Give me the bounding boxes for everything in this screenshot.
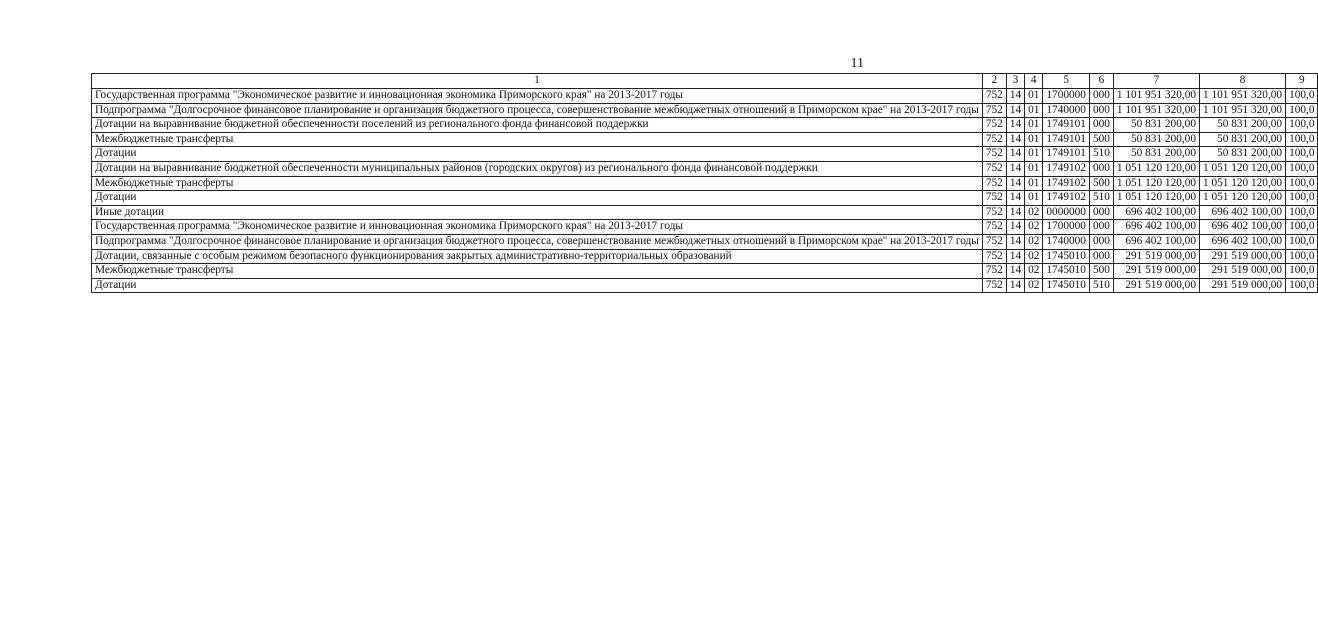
code-3: 14 xyxy=(1006,249,1024,264)
percent-9: 100,0 xyxy=(1286,234,1318,249)
table-row xyxy=(92,249,1318,264)
percent-9: 100,0 xyxy=(1286,191,1318,206)
amount-8: 50 831 200,00 xyxy=(1199,118,1285,133)
table-row xyxy=(92,147,1318,162)
table-row xyxy=(92,118,1318,133)
code-6: 000 xyxy=(1089,89,1113,104)
code-2: 752 xyxy=(982,118,1006,133)
row-name: Дотации на выравнивание бюджетной обеспеченности поселений из регионального фонда финансовой поддержки xyxy=(92,118,983,133)
page-number: 11 xyxy=(850,56,864,71)
code-4: 01 xyxy=(1025,103,1043,118)
code-6: 000 xyxy=(1089,161,1113,176)
percent-9: 100,0 xyxy=(1286,161,1318,176)
row-name: Подпрограмма "Долгосрочное финансовое планирование и организация бюджетного процесса, совершенствование межбюджетных отношений в Приморском крае" на 2013-2017 годы xyxy=(92,103,983,118)
code-2: 752 xyxy=(982,278,1006,293)
table-row xyxy=(92,103,1318,118)
row-name: Иные дотации xyxy=(92,205,983,220)
code-5: 1749101 xyxy=(1043,118,1090,133)
amount-8: 1 051 120 120,00 xyxy=(1199,161,1285,176)
code-4: 02 xyxy=(1025,220,1043,235)
row-name: Дотации xyxy=(92,147,983,162)
code-3: 14 xyxy=(1006,118,1024,133)
table-row xyxy=(92,161,1318,176)
amount-7: 1 101 951 320,00 xyxy=(1113,103,1199,118)
row-name: Дотации xyxy=(92,278,983,293)
budget-table xyxy=(91,73,1318,293)
table-row xyxy=(92,176,1318,191)
code-2: 752 xyxy=(982,220,1006,235)
table-row xyxy=(92,89,1318,104)
table-row xyxy=(92,278,1318,293)
row-name: Дотации, связанные с особым режимом безопасного функционирования закрытых административно-территориальных образований xyxy=(92,249,983,264)
amount-8: 696 402 100,00 xyxy=(1199,220,1285,235)
code-4: 02 xyxy=(1025,278,1043,293)
amount-7: 291 519 000,00 xyxy=(1113,249,1199,264)
code-5: 1749101 xyxy=(1043,147,1090,162)
amount-7: 291 519 000,00 xyxy=(1113,278,1199,293)
code-3: 14 xyxy=(1006,205,1024,220)
header-cell: 7 xyxy=(1113,74,1199,89)
code-3: 14 xyxy=(1006,147,1024,162)
percent-9: 100,0 xyxy=(1286,147,1318,162)
code-5: 1745010 xyxy=(1043,264,1090,279)
code-6: 500 xyxy=(1089,132,1113,147)
header-cell: 1 xyxy=(92,74,983,89)
code-4: 02 xyxy=(1025,205,1043,220)
amount-7: 50 831 200,00 xyxy=(1113,132,1199,147)
amount-8: 1 051 120 120,00 xyxy=(1199,191,1285,206)
code-5: 1745010 xyxy=(1043,278,1090,293)
code-3: 14 xyxy=(1006,191,1024,206)
code-6: 500 xyxy=(1089,176,1113,191)
code-4: 01 xyxy=(1025,118,1043,133)
code-4: 02 xyxy=(1025,249,1043,264)
header-cell: 4 xyxy=(1025,74,1043,89)
code-3: 14 xyxy=(1006,89,1024,104)
code-5: 1740000 xyxy=(1043,234,1090,249)
header-cell: 3 xyxy=(1006,74,1024,89)
amount-8: 696 402 100,00 xyxy=(1199,205,1285,220)
amount-8: 50 831 200,00 xyxy=(1199,132,1285,147)
amount-8: 696 402 100,00 xyxy=(1199,234,1285,249)
code-4: 01 xyxy=(1025,132,1043,147)
amount-7: 50 831 200,00 xyxy=(1113,118,1199,133)
row-name: Государственная программа "Экономическое развитие и инновационная экономика Приморского края" на 2013-2017 годы xyxy=(92,89,983,104)
code-5: 1749102 xyxy=(1043,191,1090,206)
code-2: 752 xyxy=(982,264,1006,279)
code-3: 14 xyxy=(1006,264,1024,279)
percent-9: 100,0 xyxy=(1286,278,1318,293)
amount-7: 1 051 120 120,00 xyxy=(1113,161,1199,176)
code-2: 752 xyxy=(982,89,1006,104)
percent-9: 100,0 xyxy=(1286,220,1318,235)
table-header-row xyxy=(92,74,1318,89)
code-4: 01 xyxy=(1025,89,1043,104)
code-2: 752 xyxy=(982,103,1006,118)
row-name: Государственная программа "Экономическое развитие и инновационная экономика Приморского края" на 2013-2017 годы xyxy=(92,220,983,235)
percent-9: 100,0 xyxy=(1286,89,1318,104)
code-6: 000 xyxy=(1089,249,1113,264)
code-5: 0000000 xyxy=(1043,205,1090,220)
code-2: 752 xyxy=(982,234,1006,249)
amount-8: 291 519 000,00 xyxy=(1199,278,1285,293)
table-row xyxy=(92,132,1318,147)
amount-7: 1 051 120 120,00 xyxy=(1113,191,1199,206)
code-4: 01 xyxy=(1025,161,1043,176)
amount-7: 696 402 100,00 xyxy=(1113,205,1199,220)
row-name: Подпрограмма "Долгосрочное финансовое планирование и организация бюджетного процесса, совершенствование межбюджетных отношений в Приморском крае" на 2013-2017 годы xyxy=(92,234,983,249)
code-6: 000 xyxy=(1089,103,1113,118)
amount-7: 1 101 951 320,00 xyxy=(1113,89,1199,104)
amount-7: 50 831 200,00 xyxy=(1113,147,1199,162)
code-3: 14 xyxy=(1006,132,1024,147)
code-6: 000 xyxy=(1089,220,1113,235)
code-5: 1740000 xyxy=(1043,103,1090,118)
code-4: 01 xyxy=(1025,147,1043,162)
code-5: 1700000 xyxy=(1043,220,1090,235)
percent-9: 100,0 xyxy=(1286,132,1318,147)
code-6: 000 xyxy=(1089,118,1113,133)
table-row xyxy=(92,234,1318,249)
table-row xyxy=(92,205,1318,220)
code-3: 14 xyxy=(1006,220,1024,235)
percent-9: 100,0 xyxy=(1286,205,1318,220)
code-3: 14 xyxy=(1006,234,1024,249)
code-6: 510 xyxy=(1089,147,1113,162)
code-4: 02 xyxy=(1025,264,1043,279)
amount-8: 50 831 200,00 xyxy=(1199,147,1285,162)
row-name: Межбюджетные трансферты xyxy=(92,132,983,147)
code-2: 752 xyxy=(982,191,1006,206)
percent-9: 100,0 xyxy=(1286,249,1318,264)
code-3: 14 xyxy=(1006,161,1024,176)
amount-8: 291 519 000,00 xyxy=(1199,264,1285,279)
percent-9: 100,0 xyxy=(1286,176,1318,191)
table-row xyxy=(92,264,1318,279)
code-4: 01 xyxy=(1025,176,1043,191)
header-cell: 2 xyxy=(982,74,1006,89)
code-3: 14 xyxy=(1006,176,1024,191)
code-5: 1700000 xyxy=(1043,89,1090,104)
amount-7: 696 402 100,00 xyxy=(1113,220,1199,235)
row-name: Дотации xyxy=(92,191,983,206)
code-6: 500 xyxy=(1089,264,1113,279)
code-4: 02 xyxy=(1025,234,1043,249)
code-3: 14 xyxy=(1006,278,1024,293)
table-row xyxy=(92,191,1318,206)
code-6: 510 xyxy=(1089,278,1113,293)
code-2: 752 xyxy=(982,249,1006,264)
amount-8: 1 101 951 320,00 xyxy=(1199,89,1285,104)
code-5: 1749102 xyxy=(1043,176,1090,191)
header-cell: 8 xyxy=(1199,74,1285,89)
code-5: 1749102 xyxy=(1043,161,1090,176)
amount-8: 1 101 951 320,00 xyxy=(1199,103,1285,118)
code-2: 752 xyxy=(982,205,1006,220)
code-5: 1745010 xyxy=(1043,249,1090,264)
code-4: 01 xyxy=(1025,191,1043,206)
code-2: 752 xyxy=(982,176,1006,191)
code-5: 1749101 xyxy=(1043,132,1090,147)
percent-9: 100,0 xyxy=(1286,264,1318,279)
header-cell: 5 xyxy=(1043,74,1090,89)
percent-9: 100,0 xyxy=(1286,118,1318,133)
amount-7: 696 402 100,00 xyxy=(1113,234,1199,249)
code-3: 14 xyxy=(1006,103,1024,118)
amount-7: 291 519 000,00 xyxy=(1113,264,1199,279)
code-6: 000 xyxy=(1089,205,1113,220)
code-2: 752 xyxy=(982,147,1006,162)
amount-7: 1 051 120 120,00 xyxy=(1113,176,1199,191)
amount-8: 1 051 120 120,00 xyxy=(1199,176,1285,191)
row-name: Дотации на выравнивание бюджетной обеспеченности муниципальных районов (городских округов) из регионального фонда финансовой поддержки xyxy=(92,161,983,176)
percent-9: 100,0 xyxy=(1286,103,1318,118)
row-name: Межбюджетные трансферты xyxy=(92,176,983,191)
code-2: 752 xyxy=(982,132,1006,147)
header-cell: 9 xyxy=(1286,74,1318,89)
amount-8: 291 519 000,00 xyxy=(1199,249,1285,264)
code-2: 752 xyxy=(982,161,1006,176)
row-name: Межбюджетные трансферты xyxy=(92,264,983,279)
code-6: 000 xyxy=(1089,234,1113,249)
code-6: 510 xyxy=(1089,191,1113,206)
table-row xyxy=(92,220,1318,235)
header-cell: 6 xyxy=(1089,74,1113,89)
